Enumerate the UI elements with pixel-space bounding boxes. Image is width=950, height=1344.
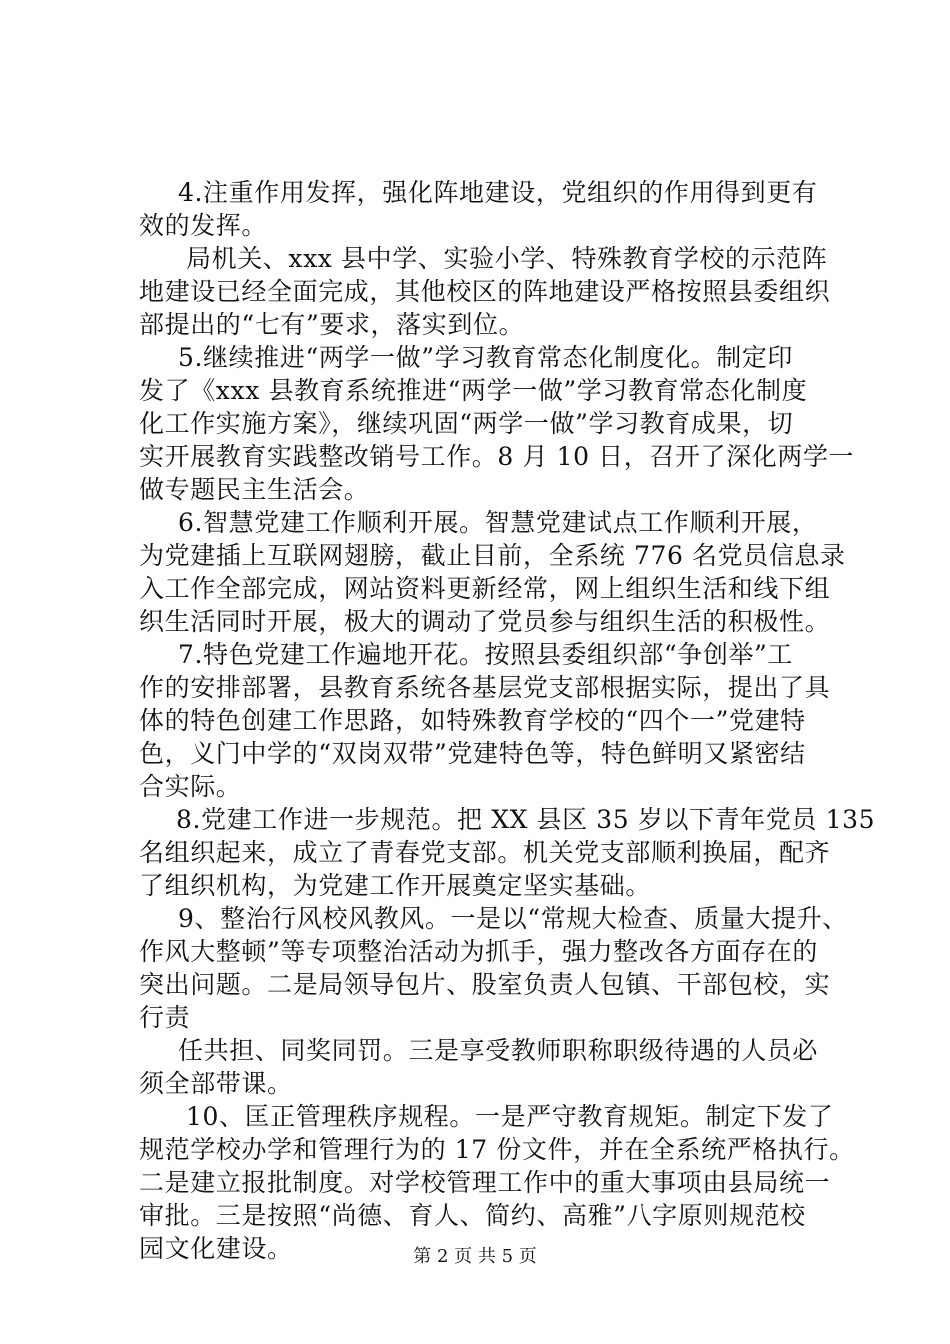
body-line: 入工作全部完成，网站资料更新经常，网上组织生活和线下组: [139, 574, 831, 603]
body-line: 局机关、xxx 县中学、实验小学、特殊教育学校的示范阵: [186, 244, 828, 273]
body-line: 作的安排部署，县教育系统各基层党支部根据实际，提出了具: [139, 673, 831, 702]
body-line: 须全部带课。: [139, 1069, 293, 1098]
body-line: 5.继续推进“两学一做”学习教育常态化制度化。制定印: [178, 343, 794, 372]
body-line: 9、整治行风校风教风。一是以“常规大检查、质量大提升、: [178, 904, 848, 933]
body-line: 7.特色党建工作遍地开花。按照县委组织部“争创举”工: [178, 640, 794, 669]
body-line: 发了《xxx 县教育系统推进“两学一做”学习教育常态化制度: [139, 376, 808, 405]
body-line: 规范学校办学和管理行为的 17 份文件，并在全系统严格执行。: [139, 1135, 855, 1164]
body-line: 了组织机构，为党建工作开展奠定坚实基础。: [139, 871, 652, 900]
body-line: 8.党建工作进一步规范。把 XX 县区 35 岁以下青年党员 135: [176, 805, 876, 834]
body-line: 名组织起来，成立了青春党支部。机关党支部顺利换届，配齐: [139, 838, 831, 867]
body-line: 任共担、同奖同罚。三是享受教师职称职级待遇的人员必: [178, 1036, 819, 1065]
body-line: 二是建立报批制度。对学校管理工作中的重大事项由县局统一: [139, 1168, 831, 1197]
body-line: 审批。三是按照“尚德、育人、简约、高雅”八字原则规范校: [139, 1201, 806, 1230]
body-line: 10、匡正管理秩序规程。一是严守教育规矩。制定下发了: [186, 1102, 834, 1131]
body-line: 实开展教育实践整改销号工作。8 月 10 日，召开了深化两学一: [139, 442, 855, 471]
body-line: 色，义门中学的“双岗双带”党建特色等，特色鲜明又紧密结: [139, 739, 806, 768]
body-line: 为党建插上互联网翅膀，截止目前，全系统 776 名党员信息录: [139, 541, 846, 570]
body-line: 织生活同时开展，极大的调动了党员参与组织生活的积极性。: [139, 607, 831, 636]
body-line: 行责: [139, 1003, 191, 1032]
body-line: 地建设已经全面完成，其他校区的阵地建设严格按照县委组织: [139, 277, 831, 306]
body-line: 效的发挥。: [139, 211, 268, 240]
body-line: 合实际。: [139, 772, 242, 801]
body-line: 化工作实施方案》，继续巩固“两学一做”学习教育成果，切: [139, 409, 794, 438]
body-line: 突出问题。二是局领导包片、股室负责人包镇、干部包校，实: [139, 970, 831, 999]
body-line: 园文化建设。: [139, 1234, 293, 1263]
body-line: 体的特色创建工作思路，如特殊教育学校的“四个一”党建特: [139, 706, 806, 735]
body-line: 部提出的“七有”要求，落实到位。: [139, 310, 525, 339]
body-line: 做专题民主生活会。: [139, 475, 370, 504]
body-line: 4.注重作用发挥，强化阵地建设，党组织的作用得到更有: [178, 178, 818, 207]
body-line: 6.智慧党建工作顺利开展。智慧党建试点工作顺利开展，: [178, 508, 818, 537]
page-footer: 第 2 页 共 5 页: [413, 1246, 537, 1267]
body-line: 作风大整顿”等专项整治活动为抓手，强力整改各方面存在的: [139, 937, 818, 966]
